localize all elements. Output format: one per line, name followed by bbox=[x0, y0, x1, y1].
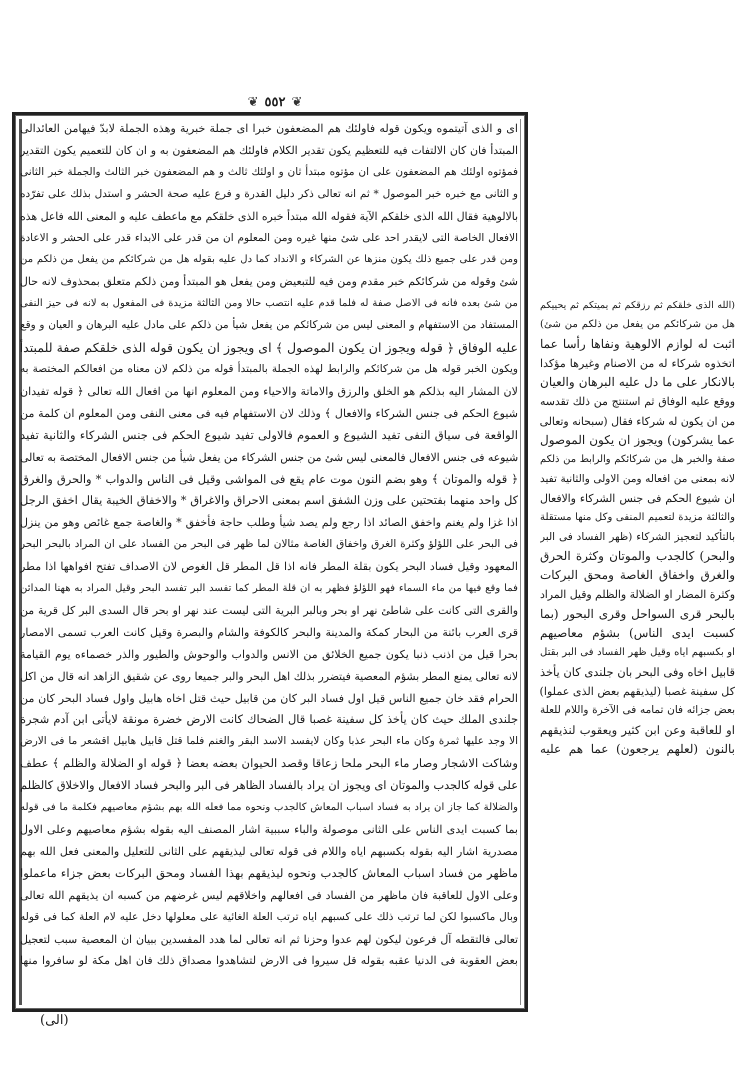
main-text-line: بعض العقوبة فى الدنيا عقبه بقوله قل سيروا فى الارض لتشاهدوا مصداق ذلك فان اهل مكة لو سافروا منها bbox=[20, 954, 518, 968]
main-text-line: كل واحد منهما بفتحتين على وزن الشفق اسم بمعنى الاحراق والاغراق * والاخفاق الخيبة يقال اخفق الرجل bbox=[20, 493, 518, 508]
catchword: (الى) bbox=[40, 1013, 69, 1028]
main-text-line: الواقعة فى سياق النفى تفيد الشيوع و العموم فالاولى تفيد شيوع الحكم فى جنس الشركاء والثانية تفيد bbox=[20, 427, 518, 442]
main-text-line: الا وجد عليها ثمرة وكان ماء البحر عذبا وكان لايفسد الاسد البقر والغنم فلما قتل قابيل هابيل اقشعر ما فى الارض bbox=[20, 735, 518, 748]
main-text-line: مصدرية اشار اليه بقوله بكسبهم اياه واللام فى قوله تعالى ليذيقهم على الثانى للتعليل والمعنى فعل الله بهم bbox=[20, 844, 518, 858]
main-text-line: المعهود وقيل فساد البحر يكون بقلة المطر فانه اذا قل المطر قل الغوص لان الاصداف تفتح افواهها اذا مطر bbox=[20, 560, 518, 574]
margin-text-line: من ان يكون له شركاء فقال (سبحانه وتعالى bbox=[540, 414, 735, 428]
margin-text-line: ووقع عليه الوفاق ثم استنتج من ذلك تقدسه bbox=[540, 395, 735, 409]
ornament-right-icon: ❦ bbox=[291, 94, 303, 110]
main-text-line: شئ وقوله من شركائكم خبر مقدم ومن فيه للتبعيض ومن يفعل هو المبتدأ ومن ذلكم متعلق بمحذوف لانه حال bbox=[20, 275, 518, 289]
main-text-line: المستفاد من الاستفهام و المعنى ليس من شركائكم من يفعل شيأ من ذلكم على مادل عليه البرهان و العيان و وقع bbox=[20, 319, 518, 332]
margin-text-line: اثبت له لوازم الالوهية ونفاها رأسا عما bbox=[540, 336, 735, 351]
main-text-line: والضلالة كما جاز ان يراد به فساد اسباب المعاش كالجدب ونحوه مما فعله الله بهم بشؤم معاصيهم فكلمة ما فى قوله bbox=[20, 802, 518, 814]
margin-text-line: بالنون (لعلهم يرجعون) عما هم عليه bbox=[540, 741, 735, 756]
main-text-line: ﴿ قوله والموتان ﴾ وهو بضم النون موت عام يقع فى المواشى وقيل فى الناس والدواب * والحرق والغرق bbox=[20, 471, 518, 486]
main-text-line: وبال ماكسبوا لكن لما ترتب ذلك على كسبهم اياه ترتب العلة الغائية على معلولها دخل عليه لام العلة كما فى قوله bbox=[20, 910, 518, 923]
ornament-left-icon: ❦ bbox=[247, 94, 259, 110]
main-text-line: فى البحر على اللؤلؤ وكثرة الغرق واخفاق الغاصة مثالان لما ظهر فى البحر من الفساد على ان المراد بالبحر البحر bbox=[20, 538, 518, 551]
margin-text-line: او بكسبهم اياه وقيل ظهر الفساد فى البر بقتل bbox=[540, 647, 735, 659]
margin-text-line: قابيل اخاه وفى البحر بان جلندى كان يأخذ bbox=[540, 664, 735, 679]
margin-text-line: لانه بمعنى من افعاله ومن الاولى والثانية تفيد bbox=[540, 472, 735, 485]
main-text-line: من شئ بعده فانه فى الاصل صفة له فلما قدم عليه انتصب حالا ومن الثالثة مزيدة فى المفعول به لانه فى حيز النفى bbox=[20, 298, 518, 310]
main-text-line: بالالوهية فقال الله الذى خلقكم الآية فقوله الله مبتدأ خبره الذى خلقكم مع ماعطف عليه و المعنى الله فاعل هذه bbox=[20, 209, 518, 223]
margin-text-line: بعض جزائه فان تمامه فى الآخرة واللام للعلة bbox=[540, 704, 735, 717]
main-text-line: شيوعه فى جنس الافعال فالمعنى ليس شئ من جنس الشركاء من يفعل شيأ من جنس الافعال المختصة به تعالى bbox=[20, 450, 518, 464]
margin-text-line: هل من شركائكم من يفعل من ذلكم من شئ) bbox=[540, 319, 735, 331]
margin-text-line: بالبحر قرى السواحل وقرى البحور (بما bbox=[540, 606, 735, 621]
margin-text-line: بالتأكيد لتعجيز الشركاء (ظهر الفساد فى البر bbox=[540, 530, 735, 543]
margin-text-line: او للعاقبة وعن ابن كثير ويعقوب لنذيقهم bbox=[540, 722, 735, 737]
margin-text-line: ان شيوع الحكم فى جنس الشركاء والافعال bbox=[540, 491, 735, 505]
main-text-line: ومن قدر على جميع ذلك يكون منزها عن الشركاء و الانداد كما دل عليه بقوله هل من شركائكم من يفعل من ذلكم من bbox=[20, 254, 518, 266]
main-text-line: شيوع الحكم فى جنس الشركاء والافعال ﴾ وذلك لان الاستفهام فيه فى معنى النفى ومن المعلوم ان كلمة من bbox=[20, 406, 518, 420]
main-text-line: لانه تعالى يمنع المطر بشؤم المعصية فيتضرر بذلك اهل البحر والبر جميعا روى عن شقيق الزاهد انه قال من اكل bbox=[20, 669, 518, 683]
main-text-line: فمؤتوه اولئك هم المضعفون على ان مؤتوه مبتدأ ثان و اولئك ثالث و هم المضعفون خبر الثالث والجملة خبر الثانى bbox=[20, 165, 518, 178]
main-text-line: بحرا قيل من اذنب ذنبا يكون جميع الخلائق من الانس والدواب والوحوش والطيور والذر خصماءه يوم القيامة bbox=[20, 647, 518, 661]
main-text-line: قرى العرب بائنة من البحار كمكة والمدينة والبحر كالكوفة والشام والبصرة وقيل كانت العرب تسمى الامصار bbox=[20, 625, 518, 639]
main-text-line: جلندى الملك حيث كان يأخذ كل سفينة غصبا قال الضحاك كانت الارض خضرة مونقة لايأتى ابن آدم شجرة bbox=[20, 712, 518, 727]
main-text-line: وعلى الاول للعاقبة فان ماظهر من الفساد فى افعالهم واخلاقهم ليس غرضهم من كسبه ان يذيقهم الله تعالى bbox=[20, 888, 518, 902]
margin-text-line: بالانكار على ما دل عليه البرهان والعيان bbox=[540, 375, 735, 390]
main-text-line: المبتدأ فان كان الالتفات فيه للتعظيم يكون تقدير الكلام فاولئك هم المضعفون به و ان كان للتعميم يكون التقدير bbox=[20, 143, 518, 157]
margin-text-line: اتخذوه شركاء له من الاصنام وغيرها مؤكدا bbox=[540, 356, 735, 370]
margin-text-line: والغرق واخفاق الغاصة ومحق البركات bbox=[540, 568, 735, 583]
page-header bbox=[215, 92, 335, 112]
main-text-line: و الثانى مع خبره خبر الموصول * ثم انه تعالى ذكر دليل القدرة و فرع عليه صحة الحشر و استدل بذلك على تفرّده bbox=[20, 187, 518, 200]
main-text-line: تعالى فالتقطه آل فرعون ليكون لهم عدوا وحزنا ثم انه تعالى لما هدد المفسدين ببيان ان المعصية سبب لتعجيل bbox=[20, 932, 518, 946]
margin-commentary-text bbox=[540, 296, 735, 759]
margin-text-line: والبحر) كالجدب والموتان وكثرة الحرق bbox=[540, 548, 735, 563]
main-text-line: ويكون الخبر قوله هل من شركائكم والرابط لهذه الجملة بالمبتدأ قوله من ذلكم لان معناه من افعالكم المختصة به bbox=[20, 362, 518, 375]
main-text-line: فما وقع فيها من ماء السماء فهو اللؤلؤ فظهر به ان قلة المطر كما تفسد البر تفسد البحر وقيل المراد به ههنا المدائن bbox=[20, 583, 518, 595]
margin-text-line: عما يشركون) ويجوز ان يكون الموصول bbox=[540, 433, 735, 448]
main-commentary-text bbox=[20, 118, 518, 1006]
margin-text-line: والثالثة مزيدة لتعميم المنفى وكل منها مستقلة bbox=[540, 512, 735, 524]
margin-text-line: كل سفينة غصبا (ليذيقهم بعض الذى عملوا) bbox=[540, 684, 735, 698]
main-text-line: الحرام فقد خان جميع الناس قيل اول فساد البر كان من قابيل حيث قتل اخاه هابيل واول فساد البحر كان من bbox=[20, 691, 518, 705]
main-text-line: والقرى التى كانت على شاطئ نهر او بحر وبالبر البرية التى ليست عند نهر او بحر قال السدى البر كل قرية من bbox=[20, 603, 518, 617]
margin-text-line: (الله الذى خلقكم ثم رزقكم ثم يميتكم ثم يحييكم bbox=[540, 300, 735, 311]
main-text-line: بما كسبت ايدى الناس على الثانى موصولة والباء سببية اشار المصنف اليه بقوله بشؤم معاصيهم وعلى الاول bbox=[20, 823, 518, 836]
main-text-line: عليه الوفاق ﴿ قوله ويجوز ان يكون الموصول ﴾ اى ويجوز ان يكون قوله الذى خلقكم صفة للمبتدأ bbox=[20, 340, 518, 356]
margin-text-line: كسبت ايدى الناس) بشؤم معاصيهم bbox=[540, 626, 735, 641]
main-text-line: لان المشار اليه بذلكم هو الخلق والرزق والاماتة والاحياء ومن المعلوم انها من افعال الله تعالى ﴿ قوله تفيدان bbox=[20, 384, 518, 398]
main-text-line: الافعال الخاصة التى لايقدر احد على شئ منها غيره ومن المعلوم ان من قدر على الابداء قدر على الحشر و الاعادة bbox=[20, 231, 518, 244]
margin-text-line: وكثرة المضار او الضلالة والظلم وقيل المراد bbox=[540, 588, 735, 602]
main-text-line: وشاكت الاشجار وصار ماء البحر ملحا زعاقا وقصد الحيوان بعضه بعضا ﴿ قوله او الضلالة والظلم ﴾ عطف bbox=[20, 756, 518, 771]
main-text-line: اذا غزا ولم يغنم واخفق الصائد اذا رجع ولم يصد شيأ وطلب حاجة فأخفق * والغاصة جمع غائص وهو من ينزل bbox=[20, 516, 518, 530]
margin-text-line: صفة والخبر هل من شركائكم والرابط من ذلكم bbox=[540, 454, 735, 466]
main-text-line: ماظهر من فساد اسباب المعاش كالجدب ونحوه ليذيقهم بهذا الفساد ومحق البركات بعض جزاء ماعملوا bbox=[20, 865, 518, 880]
page-number: ٥٥٢ bbox=[264, 94, 286, 110]
main-text-line: اى و الذى آتيتموه ويكون قوله فاولئك هم المضعفون خبرا اى جملة خبرية وهذه الجملة لابدّ فيهامن العائدالى bbox=[20, 122, 518, 135]
main-text-line: على قوله كالجدب والموتان اى ويجوز ان يراد بالفساد الظاهر فى البر والبحر فساد الافعال والاخلاق كالظلم bbox=[20, 778, 518, 793]
